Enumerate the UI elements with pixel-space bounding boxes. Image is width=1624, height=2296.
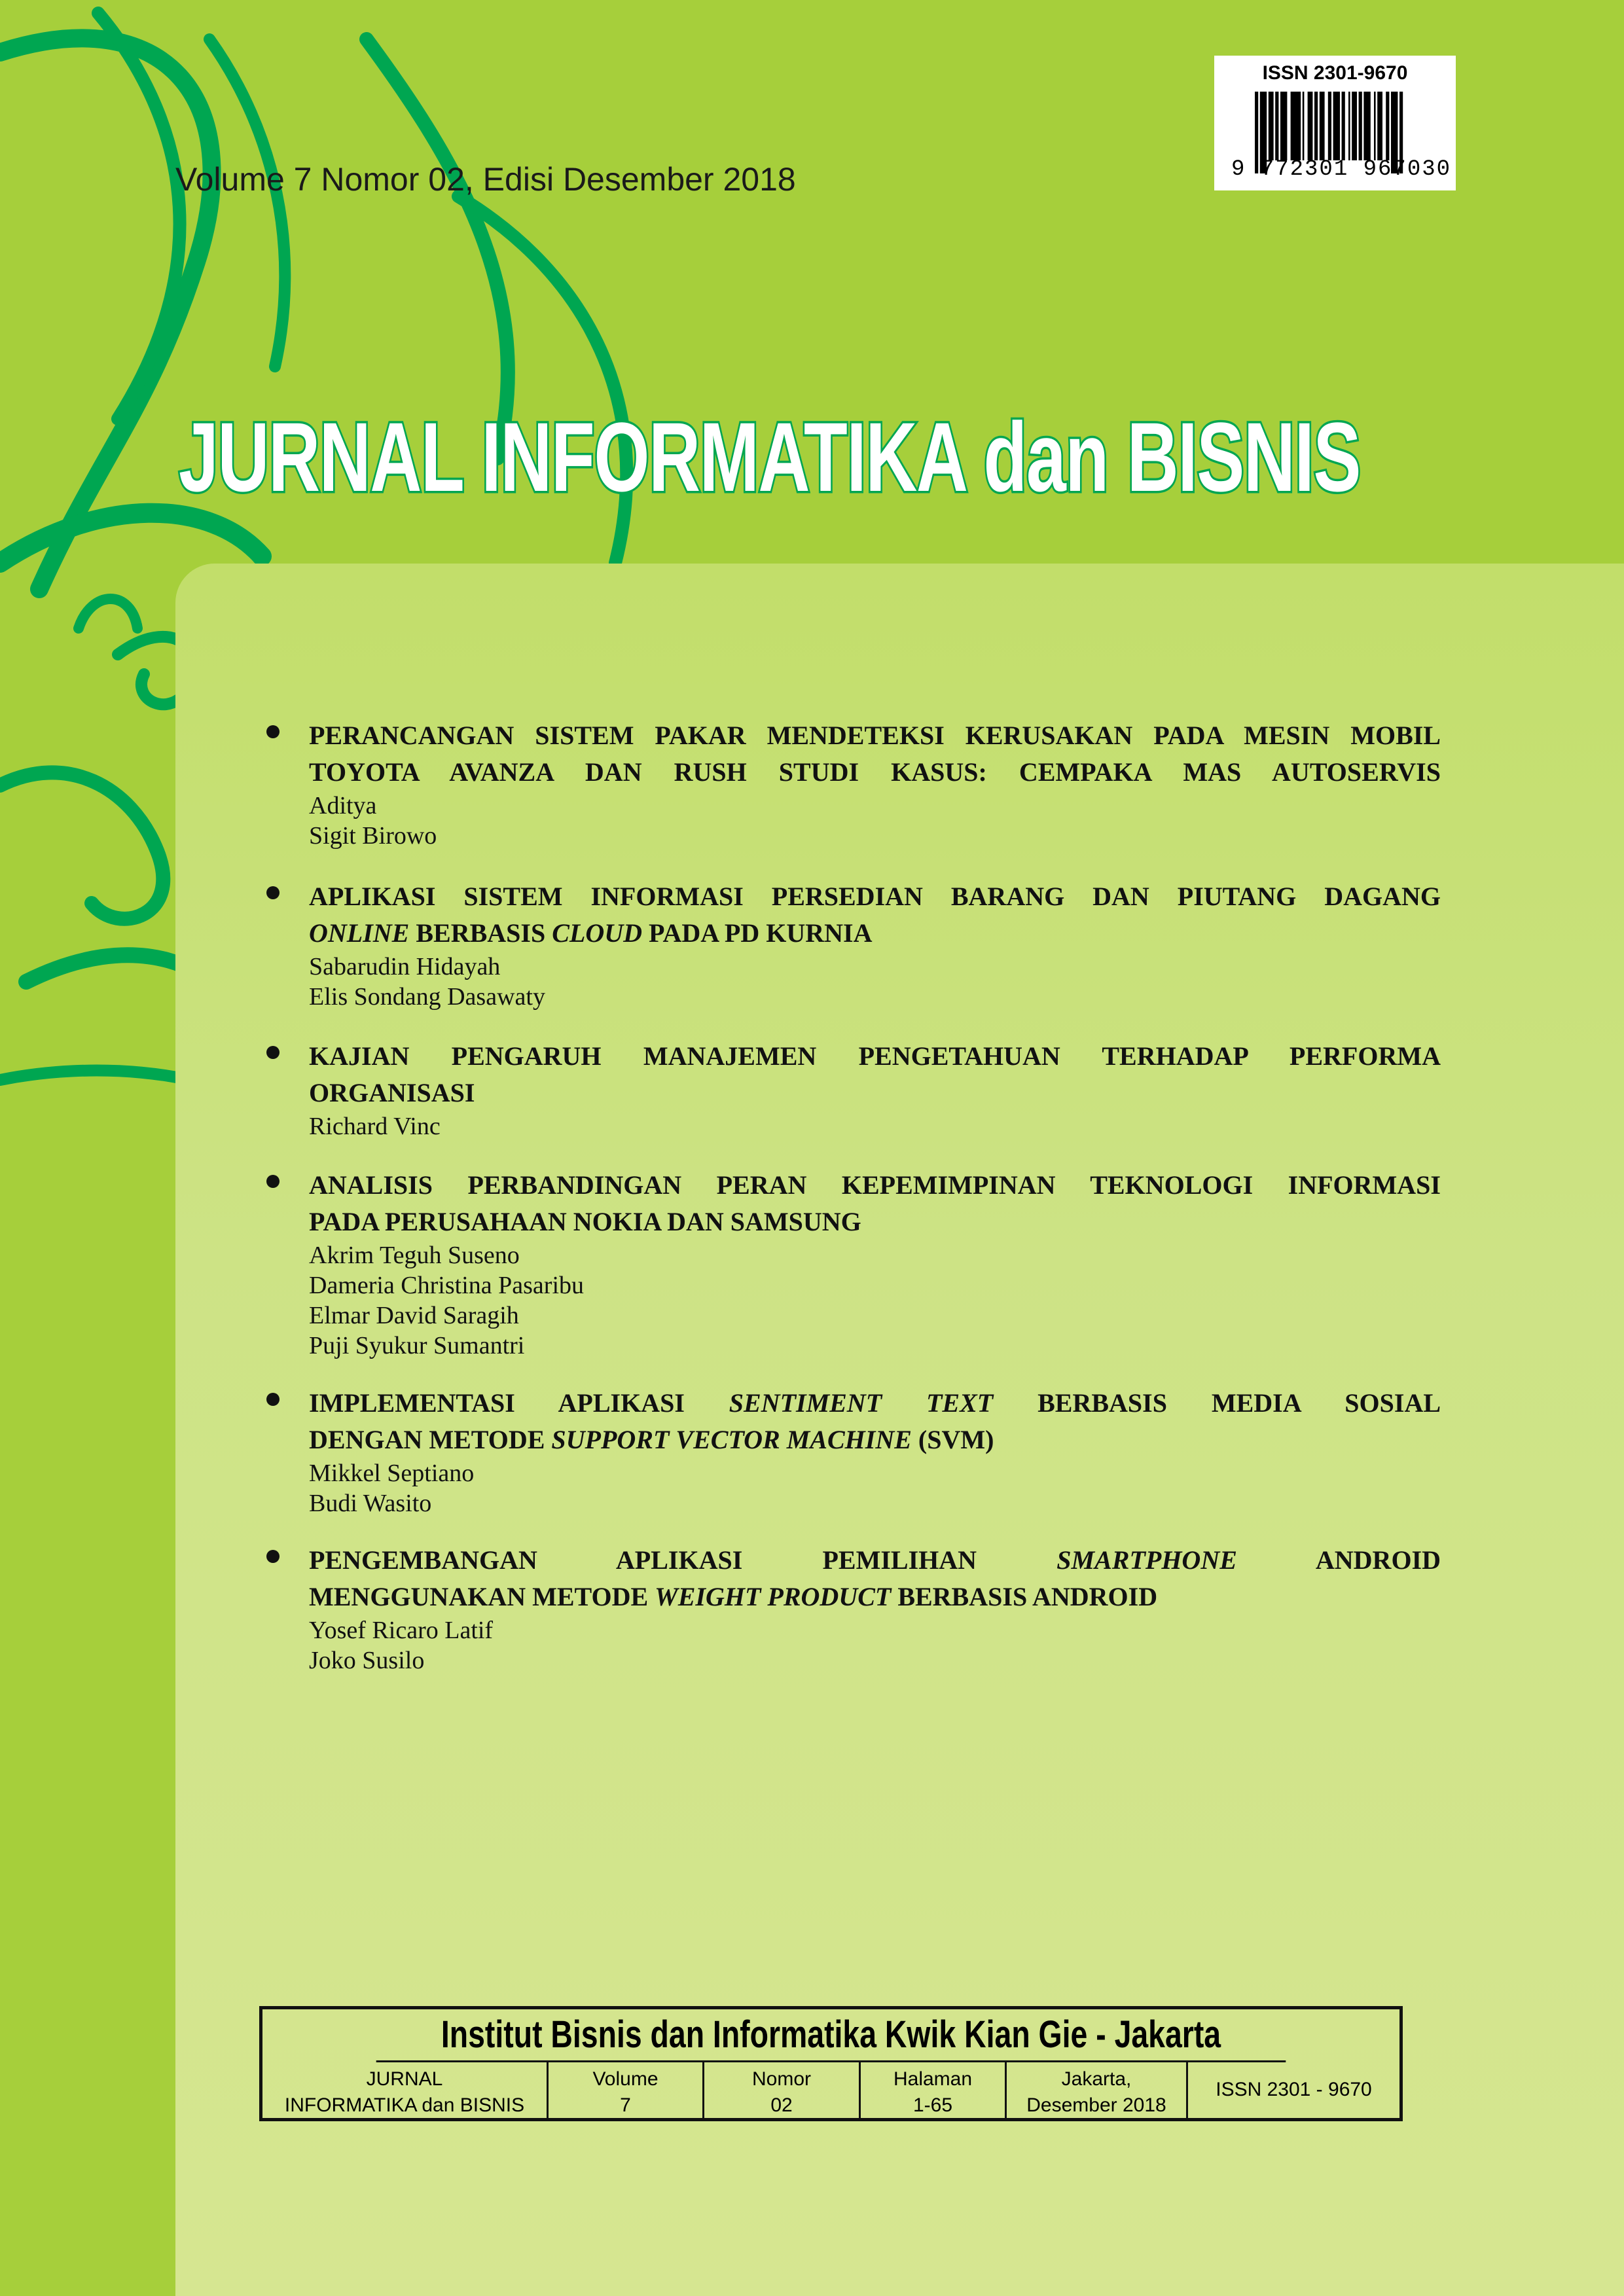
- article-title-line: [309, 915, 1441, 952]
- footer-cell-text: ISSN 2301 - 9670: [1216, 2079, 1372, 2100]
- bullet-icon: [266, 725, 280, 738]
- barcode-digits: 9 772301 967030: [1231, 157, 1452, 182]
- barcode-bar: [1314, 92, 1318, 160]
- footer-cell-text: 7: [620, 2094, 631, 2116]
- barcode-bar: [1308, 92, 1313, 160]
- barcode-bar: [1352, 92, 1357, 160]
- article-title-line: [309, 1167, 1441, 1204]
- title-segment: PERANCANGAN SISTEM PAKAR MENDETEKSI KERUSAKAN PADA MESIN MOBIL: [309, 721, 1441, 750]
- footer-cell: [704, 2062, 861, 2120]
- barcode-bar: [1359, 92, 1362, 160]
- title-segment: SENTIMENT TEXT: [729, 1388, 994, 1418]
- title-segment: KAJIAN PENGARUH MANAJEMEN PENGETAHUAN TERHADAP PERFORMA: [309, 1041, 1441, 1071]
- author-name: Dameria Christina Pasaribu: [309, 1272, 585, 1299]
- title-segment: BERBASIS MEDIA SOSIAL: [993, 1388, 1441, 1418]
- bullet-icon: [266, 1393, 280, 1406]
- author-name: Budi Wasito: [309, 1490, 432, 1517]
- barcode-bar: [1303, 92, 1305, 160]
- author-name: Aditya: [309, 792, 377, 819]
- bullet-icon: [266, 1046, 280, 1059]
- title-segment: CLOUD: [552, 918, 642, 948]
- footer-cell-text: Desember 2018: [1026, 2094, 1166, 2116]
- barcode-bar: [1275, 92, 1278, 160]
- title-segment: BERBASIS ANDROID: [891, 1582, 1158, 1611]
- volume-line: Volume 7 Nomor 02, Edisi Desember 2018: [175, 161, 796, 198]
- title-segment: ORGANISASI: [309, 1078, 475, 1107]
- barcode-bar: [1333, 92, 1340, 160]
- title-segment: PADA PERUSAHAAN NOKIA DAN SAMSUNG: [309, 1207, 861, 1236]
- author-name: Sigit Birowo: [309, 822, 437, 850]
- article-title-line: [309, 1385, 1441, 1422]
- title-segment: IMPLEMENTASI APLIKASI: [309, 1388, 729, 1418]
- barcode-bar: [1348, 92, 1350, 160]
- article-item: [266, 1167, 1445, 1361]
- article-title: [309, 1038, 1441, 1111]
- bullet-icon: [266, 886, 280, 899]
- article-item: [266, 878, 1445, 1012]
- article-authors: [309, 1240, 1445, 1361]
- footer-institution: Institut Bisnis dan Informatika Kwik Kian Gie - Jakarta: [376, 2009, 1286, 2062]
- footer-cell-text: 1-65: [912, 2094, 953, 2116]
- author-name: Akrim Teguh Suseno: [309, 1242, 520, 1269]
- footer-cell-text: INFORMATIKA dan BISNIS: [284, 2094, 525, 2116]
- barcode-bar: [1374, 92, 1376, 160]
- footer-cell: [1188, 2062, 1399, 2120]
- footer-cell: [262, 2062, 549, 2120]
- barcode-bar: [1269, 92, 1274, 160]
- barcode-bar: [1342, 92, 1345, 160]
- title-segment: BERBASIS: [409, 918, 552, 948]
- article-authors: [309, 1615, 1445, 1676]
- article-title-line: [309, 717, 1441, 754]
- article-item: [266, 1038, 1445, 1141]
- article-item: [266, 1385, 1445, 1518]
- author-name: Puji Syukur Sumantri: [309, 1332, 525, 1359]
- article-title-line: [309, 1422, 1441, 1458]
- article-title: [309, 1167, 1441, 1240]
- title-segment: ONLINE: [309, 918, 410, 948]
- article-title: [309, 1542, 1441, 1615]
- footer-cell-text: Halaman: [893, 2068, 973, 2090]
- article-title-line: [309, 1075, 1441, 1111]
- footer-cell: [1007, 2062, 1188, 2120]
- article-authors: [309, 791, 1445, 851]
- footer-cell-text: Nomor: [751, 2068, 811, 2090]
- barcode-bar: [1291, 92, 1301, 160]
- title-segment: SUPPORT VECTOR MACHINE: [551, 1425, 912, 1454]
- footer-cell-text: JURNAL: [366, 2068, 443, 2090]
- author-name: Sabarudin Hidayah: [309, 953, 501, 980]
- title-segment: APLIKASI SISTEM INFORMASI PERSEDIAN BARANG DAN PIUTANG DAGANG: [309, 882, 1441, 911]
- issn-barcode: [1214, 56, 1456, 190]
- barcode-bar: [1320, 92, 1325, 160]
- author-name: Mikkel Septiano: [309, 1460, 475, 1487]
- footer-table: [259, 2006, 1403, 2121]
- article-item: [266, 1542, 1445, 1676]
- barcode-bar: [1386, 92, 1389, 160]
- bullet-icon: [266, 1175, 280, 1188]
- footer-cell-text: Volume: [592, 2068, 659, 2090]
- barcode-issn-label: ISSN 2301-9670: [1262, 62, 1408, 84]
- article-title-line: [309, 1579, 1441, 1615]
- article-title-line: [309, 1542, 1441, 1579]
- article-authors: [309, 1458, 1445, 1518]
- bullet-icon: [266, 1550, 280, 1563]
- footer-cell-text: Jakarta,: [1061, 2068, 1132, 2090]
- title-segment: PENGEMBANGAN APLIKASI PEMILIHAN: [309, 1545, 1057, 1575]
- article-title-line: [309, 1038, 1441, 1075]
- article-title: [309, 717, 1441, 791]
- title-segment: DENGAN METODE: [309, 1425, 552, 1454]
- journal-title: JURNAL INFORMATIKA dan BISNIS: [179, 402, 1360, 512]
- title-segment: ANALISIS PERBANDINGAN PERAN KEPEMIMPINAN TEKNOLOGI INFORMASI: [309, 1170, 1441, 1200]
- article-item: [266, 717, 1445, 851]
- article-authors: [309, 952, 1445, 1012]
- title-segment: WEIGHT PRODUCT: [655, 1582, 892, 1611]
- barcode-bar: [1280, 92, 1287, 160]
- barcode-bar: [1363, 92, 1370, 160]
- footer-cell: [861, 2062, 1007, 2120]
- title-segment: PADA PD KURNIA: [642, 918, 873, 948]
- barcode-bar: [1328, 92, 1331, 160]
- article-title-line: [309, 1204, 1441, 1240]
- article-authors: [309, 1111, 1445, 1141]
- author-name: Elis Sondang Dasawaty: [309, 983, 545, 1011]
- author-name: Richard Vinc: [309, 1113, 441, 1140]
- footer-cell: [549, 2062, 704, 2120]
- article-title: [309, 1385, 1441, 1458]
- footer-row: [262, 2062, 1399, 2120]
- author-name: Joko Susilo: [309, 1647, 425, 1674]
- author-name: Yosef Ricaro Latif: [309, 1617, 494, 1644]
- article-title-line: [309, 754, 1441, 791]
- author-name: Elmar David Saragih: [309, 1302, 519, 1329]
- title-segment: SMARTPHONE: [1056, 1545, 1237, 1575]
- title-segment: ANDROID: [1236, 1545, 1441, 1575]
- article-title-line: [309, 878, 1441, 915]
- title-segment: TOYOTA AVANZA DAN RUSH STUDI KASUS: CEMPAKA MAS AUTOSERVIS: [309, 757, 1441, 787]
- title-segment: (SVM): [911, 1425, 994, 1454]
- footer-cell-text: 02: [770, 2094, 793, 2116]
- article-title: [309, 878, 1441, 952]
- title-segment: MENGGUNAKAN METODE: [309, 1582, 655, 1611]
- barcode-bar: [1377, 92, 1382, 160]
